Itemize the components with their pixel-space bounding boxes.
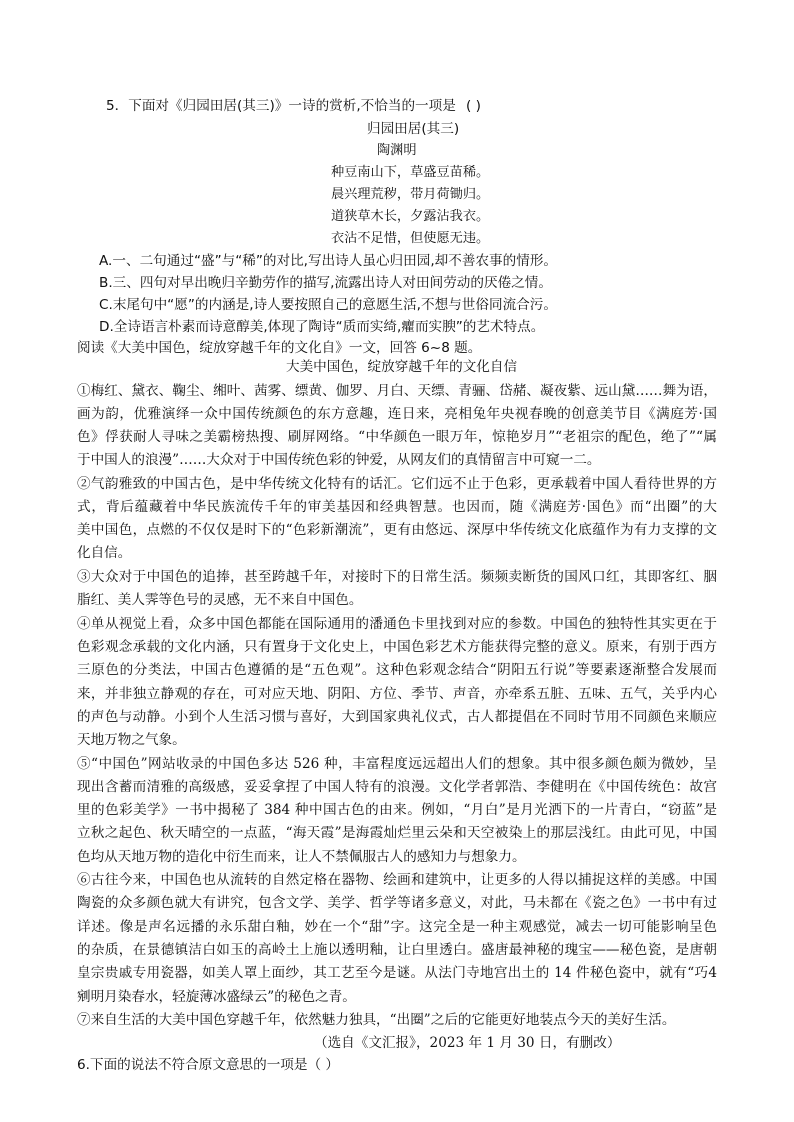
article-line: ④单从视觉上看，众多中国色都能在国际通用的潘通色卡里找到对应的参数。中国色的独特性其实更在于 xyxy=(77,616,717,632)
poem-line: 晨兴理荒秽，带月荷锄归。 xyxy=(331,187,490,202)
article-line: 三原色的分类法，中国古色遵循的是“五色观”。这种色彩观念结合“阴阳五行说”等要素逐渐整合发展而 xyxy=(77,662,717,678)
article-line: 里的色彩美学》一书中揭秘了 384 种中国古色的由来。例如，“月白”是月光洒下的一片青白，“窃蓝”是 xyxy=(77,802,717,818)
article-line: 详述。像是声名远播的永乐甜白釉，妙在一个“甜”字。这完全是一种主观感觉，减去一切可能影响呈色 xyxy=(77,919,717,935)
article-line: 于中国人的浪漫”……大众对于中国传统色彩的钟爱，从网友们的真情留言中可窥一二。 xyxy=(77,452,601,468)
article-source: （选自《文汇报》，2023 年 1 月 30 日，有删改） xyxy=(314,1035,621,1051)
reading-intro: 阅读《大美中国色，绽放穿越千年的文化自》一文，回答 6~8 题。 xyxy=(77,340,482,356)
article-line: ⑤“中国色”网站收录的中国色多达 526 种，丰富程度远远超出人们的想象。其中很多颜色颇为微妙，呈 xyxy=(77,756,717,772)
option-b: B.三、四句对早出晚归辛勤劳作的描写,流露出诗人对田间劳动的厌倦之情。 xyxy=(99,275,552,291)
option-c: C.末尾句中“愿”的内涵是,诗人要按照自己的意愿生活,不想与世俗同流合污。 xyxy=(99,297,557,313)
article-line: 化自信。 xyxy=(77,545,132,561)
article-line: 天地万物之气象。 xyxy=(77,732,186,748)
article-line: 陶瓷的众多颜色就大有讲究，包含文学、美学、哲学等诸多意义，对此，马未都在《瓷之色》一书中有过 xyxy=(77,895,717,911)
poem-line: 种豆南山下，草盛豆苗稀。 xyxy=(331,165,490,180)
article-line: 现出含蓄而清雅的高级感，妥妥拿捏了中国人特有的浪漫。文化学者郭浩、李健明在《中国传统色：故宫 xyxy=(77,779,717,795)
option-a: A.一、二句通过“盛”与“稀”的对比,写出诗人虽心归田园,却不善农事的情形。 xyxy=(99,253,558,269)
article-line: 的声色与动静。小到个人生活习惯与喜好，大到国家典礼仪式，古人都提倡在不同时节用不同颜色来顺应 xyxy=(77,709,717,725)
article-line: 画为韵，优雅演绎一众中国传统颜色的东方意趣，连日来，亮相兔年央视春晚的创意美节目《满庭芳·国 xyxy=(77,406,717,422)
poem-title: 归园田居(其三) xyxy=(367,121,460,137)
article-line: ⑦来自生活的大美中国色穿越千年，依然魅力独具，“出圈”之后的它能更好地装点今天的美好生活。 xyxy=(77,1012,676,1028)
answer-blank: ( ) xyxy=(466,98,481,114)
question-5-stem: 5．下面对《归园田居(其三)》一诗的赏析,不恰当的一项是 xyxy=(106,98,456,114)
article-title: 大美中国色，绽放穿越千年的文化自信 xyxy=(286,359,518,375)
article-line: ②气韵雅致的中国古色，是中华传统文化特有的话汇。它们远不止于色彩，更承载着中国人看待世界的方 xyxy=(77,476,717,492)
article-line: 色彩观念承载的文化内涵，只有置身于文化史上，中国色彩艺术方能获得完整的意义。原来，有别于西方 xyxy=(77,639,717,655)
article-line: ⑥古往今来，中国色也从流转的自然定格在器物、绘画和建筑中，让更多的人得以捕捉这样的美感。中国 xyxy=(77,872,717,888)
article-line: ③大众对于中国色的追捧，甚至跨越千年，对接时下的日常生活。频频卖断货的国风口红，其即客红、胭 xyxy=(77,569,717,585)
article-line: ①梅红、黛衣、鞠尘、缃叶、茜雾、缥黄、伽罗、月白、天缥、青骊、岱赭、凝夜紫、远山黛……舞为语， xyxy=(77,383,717,399)
article-line: 剜明月染春水，轻旋薄冰盛绿云”的秘色之青。 xyxy=(77,989,356,1005)
article-line: 色》俘获耐人寻味之美霸榜热搜、刷屏网络。“中华颜色一眼万年，惊艳岁月”“老祖宗的配色，绝了”“属 xyxy=(77,429,717,445)
article-line: 立秋之起色、秋天晴空的一点蓝，“海天霞”是海霞灿烂里云朵和天空被染上的那层浅红。由此可见，中国 xyxy=(77,825,717,841)
article-line: 美中国色，点燃的不仅仅是时下的“色彩新潮流”，更有由悠远、深厚中华传统文化底蕴作为有力支撑的文 xyxy=(77,522,717,538)
article-line: 脂红、美人霁等色号的灵感，无不来自中国色。 xyxy=(77,592,363,608)
article-line: 来，并非独立静观的存在，可对应天地、阴阳、方位、季节、声音，亦牵系五脏、五味、五气，关乎内心 xyxy=(77,686,717,702)
poem-line: 道狭草木长，夕露沾我衣。 xyxy=(331,209,490,224)
article-line: 皇宗贵戚专用瓷器，如美人罩上面纱，其工艺至今是谜。从法门寺地宫出土的 14 件秘色瓷中，就有“巧4 xyxy=(77,965,717,981)
article-line: 式，背后蕴藏着中华民族流传千年的审美基因和经典智慧。也因而，随《满庭芳·国色》而“出圈”的大 xyxy=(77,499,717,515)
article-line: 的杂质，在景德镇洁白如玉的高岭土上施以透明釉，让白里透白。盛唐最神秘的瑰宝——秘色瓷，是唐朝 xyxy=(77,942,717,958)
poem-line: 衣沾不足惜，但使愿无违。 xyxy=(331,231,490,246)
poem-author: 陶渊明 xyxy=(377,143,417,158)
article-line: 色均从天地万物的造化中衍生而来，让人不禁佩服古人的感知力与想象力。 xyxy=(77,849,526,865)
question-6-stem: 6.下面的说法不符合原文意思的一项是（ ） xyxy=(77,1057,339,1073)
option-d: D.全诗语言朴素而诗意醇美,体现了陶诗“质而实绮,癯而实腴”的艺术特点。 xyxy=(99,319,545,335)
